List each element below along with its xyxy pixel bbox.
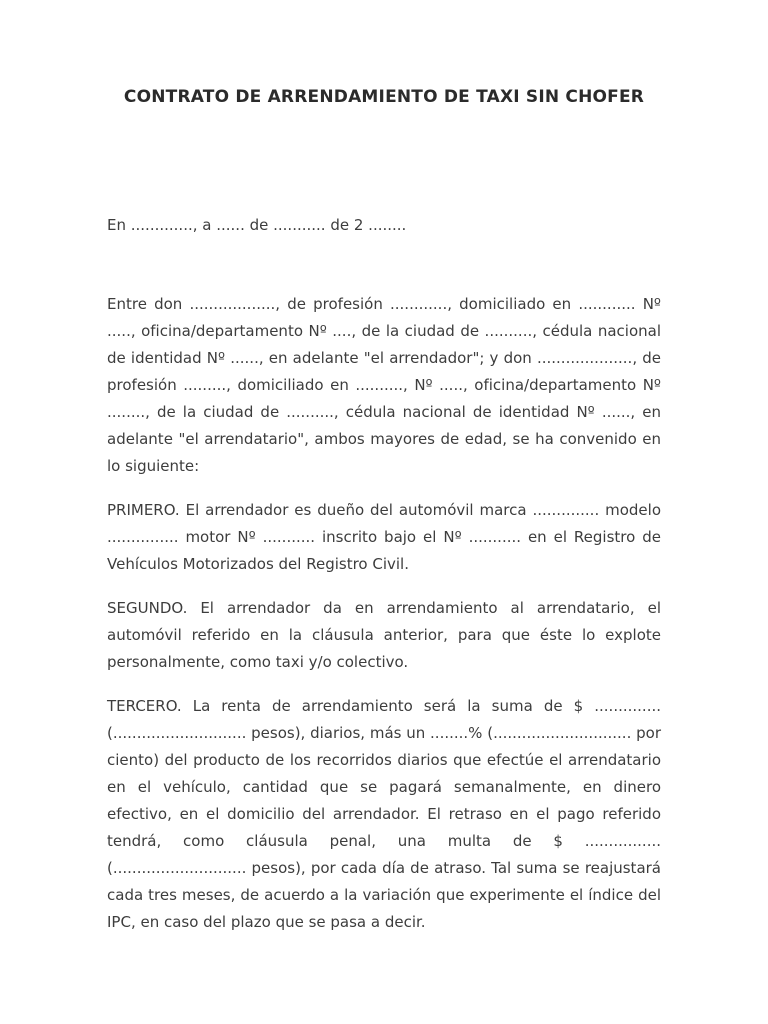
contract-clause-primero: PRIMERO. El arrendador es dueño del automóvil marca .............. modelo ............... motor Nº ........... inscrito bajo el Nº ........... en el Registro de Vehículos Motorizados del Registro Civil. xyxy=(107,501,661,573)
contract-date-line: En ............., a ...... de ........... de 2 ........ xyxy=(107,216,407,234)
contract-clause-tercero: TERCERO. La renta de arrendamiento será la suma de $ .............. (............................ pesos), diarios, más un ........% (............................. por ciento) del producto de los recorridos diarios que efectúe el arrendatario en el vehículo, cantidad que se pagará semanalmente, en dinero efectivo, en el domicilio del arrendador. El retraso en el pago referido tendrá, como cláusula penal, una multa de $ ................ (............................ pesos), por cada día de atraso. Tal suma se reajustará cada tres meses, de acuerdo a la variación que experimente el índice del IPC, en caso del plazo que se pasa a decir. xyxy=(107,697,661,931)
contract-paragraph-parties: Entre don .................., de profesión ............, domiciliado en ............ Nº ....., oficina/departamento Nº ...., de la ciudad de .........., cédula nacional de identidad Nº ......, en adelante "el arrendador"; y don ...................., de profesión ........., domiciliado en .........., Nº ....., oficina/departamento Nº ........, de la ciudad de .........., cédula nacional de identidad Nº ......, en adelante "el arrendatario", ambos mayores de edad, se ha convenido en lo siguiente: xyxy=(107,295,661,475)
contract-clause-segundo: SEGUNDO. El arrendador da en arrendamiento al arrendatario, el automóvil referido en la cláusula anterior, para que éste lo explote personalmente, como taxi y/o colectivo. xyxy=(107,599,661,671)
contract-title: CONTRATO DE ARRENDAMIENTO DE TAXI SIN CHOFER xyxy=(123,87,645,107)
